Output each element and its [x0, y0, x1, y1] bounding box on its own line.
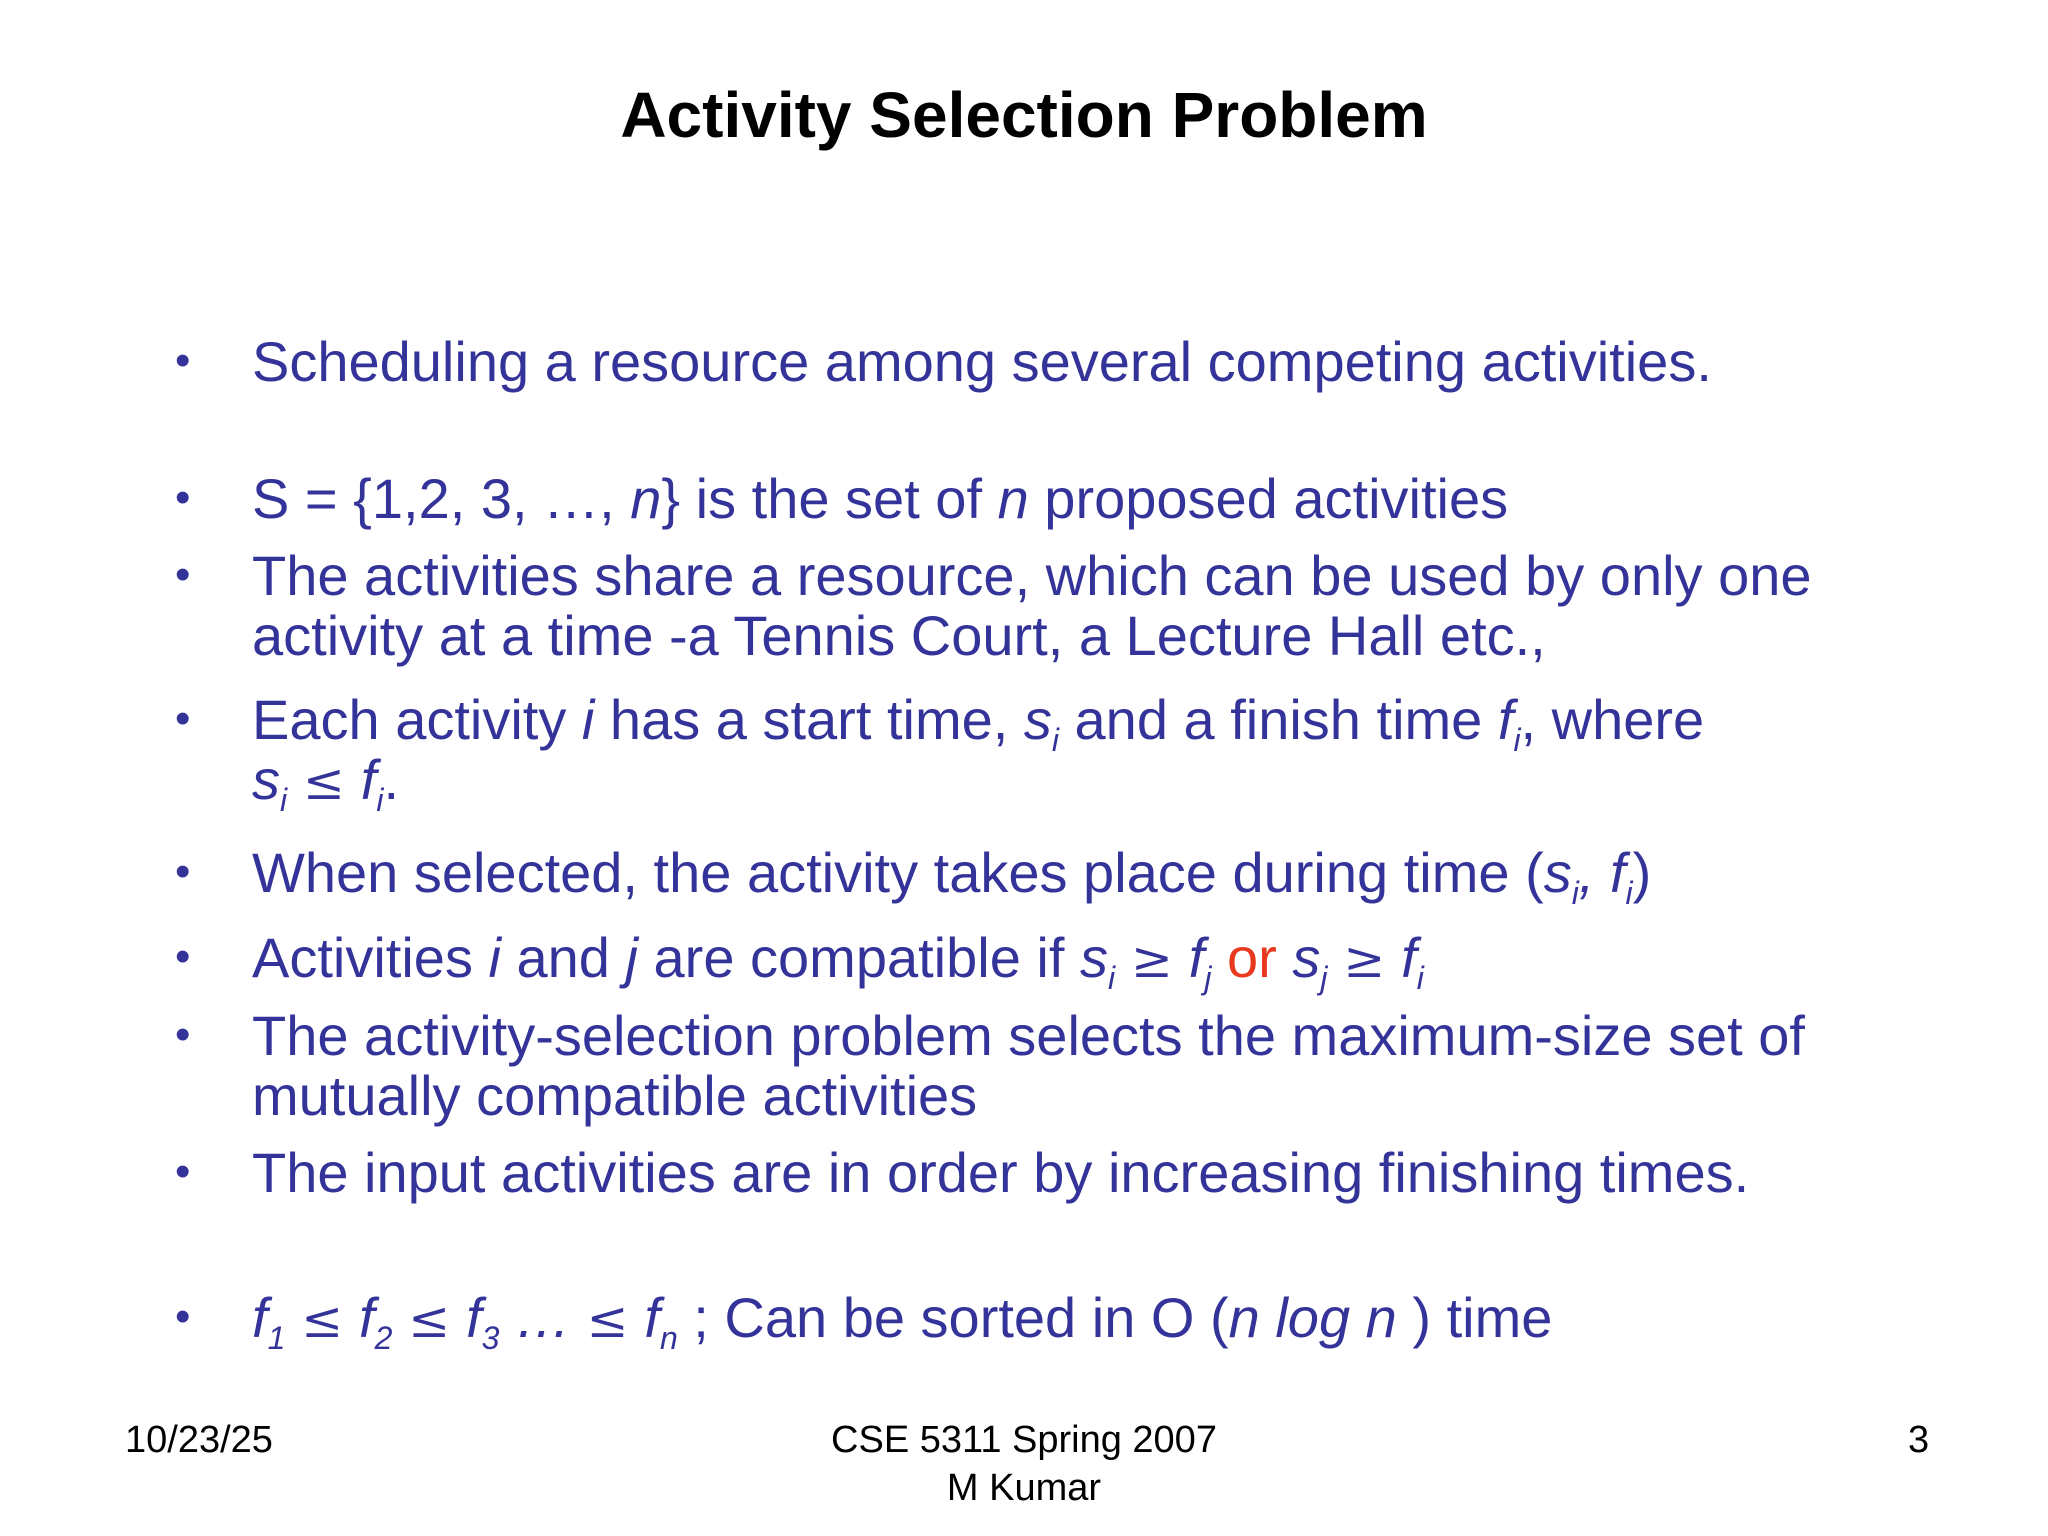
bullet-marker: •	[175, 694, 191, 743]
bullet-marker: •	[175, 336, 191, 385]
bullet-marker: •	[175, 1010, 191, 1059]
bullet-marker: •	[175, 1292, 191, 1341]
bullet-marker: •	[175, 932, 191, 981]
bullet-text: Activities i and j are compatible if $s_i \ge f_j$ or $s_j \ge f_i$	[252, 926, 1424, 996]
bullet-text: When selected, the activity takes place during time ($s_i$, $f_i$)	[252, 841, 1652, 911]
footer-date: 10/23/25	[125, 1419, 273, 1461]
footer-author: M Kumar	[946, 1467, 1102, 1509]
bullet-text: S = {1,2, 3, …, n} is the set of n proposed activities	[252, 467, 1509, 530]
bullet-text: The input activities are in order by increasing finishing times.	[252, 1141, 1750, 1204]
footer-course-title: CSE 5311 Spring 2007	[831, 1419, 1217, 1461]
bullet-marker: •	[175, 473, 191, 522]
bullet-text: The activities share a resource, which can be used by only one activity at a time -a Tennis Court, a Lecture Hall etc.,	[252, 544, 1812, 667]
bullet-text: Each activity i has a start time, $s_i$ and a finish time $f_i$, where $s_i \le f_i$.	[252, 688, 1705, 818]
bullet-marker: •	[175, 550, 191, 599]
bullet-marker: •	[175, 847, 191, 896]
slide-title: Activity Selection Problem	[620, 79, 1428, 151]
page-number: 3	[1908, 1419, 1930, 1461]
bullet-marker: •	[175, 1147, 191, 1196]
bullet-text: Scheduling a resource among several competing activities.	[252, 330, 1712, 393]
footer-course	[0, 1416, 2048, 1512]
bullet-text: The activity-selection problem selects the maximum-size set of mutually compatible activities	[252, 1004, 1805, 1127]
bullet-text: $f_1 \le f_2 \le f_3$ … ≤ $f_n$ ; Can be sorted in O (n log n ) time	[252, 1286, 1553, 1356]
or-keyword: or	[1211, 926, 1293, 989]
